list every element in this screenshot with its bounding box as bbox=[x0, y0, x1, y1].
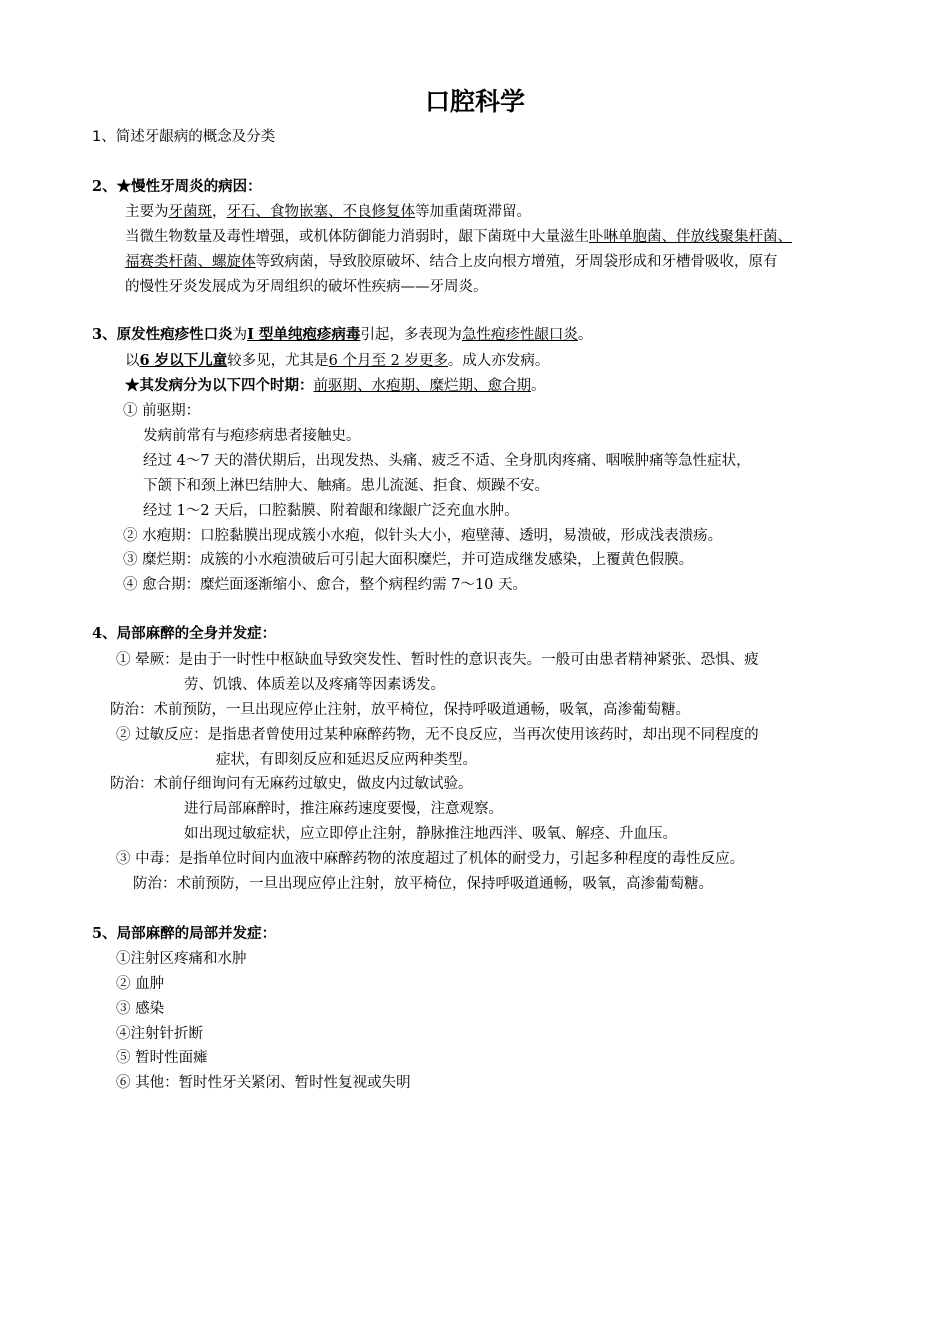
question-2-line-1 bbox=[125, 203, 531, 221]
list-item: ③ 感染 bbox=[116, 1001, 165, 1017]
text-span: 为 bbox=[232, 327, 248, 343]
list-item: ④注射针折断 bbox=[116, 1026, 203, 1042]
stage-prodromal-label: ① 前驱期： bbox=[123, 403, 201, 419]
question-1-text: 简述牙龈病的概念及分类 bbox=[115, 129, 276, 145]
allergy-line-2: 症状，有即刻反应和延迟反应两种类型。 bbox=[216, 752, 477, 768]
question-1 bbox=[92, 128, 275, 146]
stage-erosion: ③ 糜烂期：成簇的小水疱溃破后可引起大面积糜烂，并可造成继发感染，上覆黄色假膜。 bbox=[123, 552, 694, 568]
question-2-line-2 bbox=[125, 228, 792, 246]
bold-underlined-text: I 型单纯疱疹病毒 bbox=[247, 326, 361, 343]
bold-text: 3、原发性疱疹性口炎 bbox=[92, 326, 233, 343]
underlined-text: 福赛类杆菌、螺旋体 bbox=[125, 254, 256, 270]
underlined-text: 牙石、食物嵌塞、不良修复体 bbox=[226, 204, 415, 220]
syncope-prevention: 防治：术前预防，一旦出现应停止注射，放平椅位，保持呼吸道通畅，吸氧，高渗葡萄糖。 bbox=[110, 702, 690, 718]
page-title: 口腔科学 bbox=[424, 87, 525, 116]
text-span: 。成人亦发病。 bbox=[447, 353, 550, 369]
allergy-prevention-3: 如出现过敏症状，应立即停止注射，静脉推注地西泮、吸氧、解痉、升血压。 bbox=[184, 826, 677, 842]
syncope-line-2: 劳、饥饿、体质差以及疼痛等因素诱发。 bbox=[184, 677, 445, 693]
underlined-text: 急性疱疹性龈口炎 bbox=[461, 327, 578, 343]
text-span: 主要为 bbox=[125, 204, 169, 220]
stage-prodromal-line-2: 经过 4～7 天的潜伏期后，出现发热、头痛、疲乏不适、全身肌肉疼痛、咽喉肿痛等急性症状， bbox=[143, 453, 751, 469]
list-item: ①注射区疼痛和水肿 bbox=[116, 951, 247, 967]
question-3-line-1 bbox=[125, 352, 549, 370]
question-3-line-2 bbox=[125, 377, 546, 395]
text-span: 等加重菌斑滞留。 bbox=[415, 204, 531, 220]
underlined-text: 牙菌斑 bbox=[168, 204, 212, 220]
text-span: 。 bbox=[531, 378, 546, 394]
allergy-line-1: ② 过敏反应：是指患者曾使用过某种麻醉药物，无不良反应，当再次使用该药时，却出现不同程度的 bbox=[116, 727, 759, 743]
stage-vesicle: ② 水疱期：口腔黏膜出现成簇小水疱，似针头大小，疱壁薄、透明，易溃破，形成浅表溃疡。 bbox=[123, 528, 723, 544]
stage-prodromal-line-1: 发病前常有与疱疹病患者接触史。 bbox=[143, 428, 361, 444]
stage-prodromal-line-3: 下颌下和颈上淋巴结肿大、触痛。患儿流涎、拒食、烦躁不安。 bbox=[143, 478, 549, 494]
text-span: 以 bbox=[125, 353, 140, 369]
question-2-heading: 2、★慢性牙周炎的病因： bbox=[92, 178, 262, 195]
bold-underlined-text: 6 岁以下儿童 bbox=[139, 352, 228, 369]
list-item: ⑤ 暂时性面瘫 bbox=[116, 1050, 208, 1066]
text-span: 。 bbox=[577, 327, 593, 343]
question-4-heading: 4、局部麻醉的全身并发症： bbox=[92, 625, 277, 642]
toxicity-line-1: ③ 中毒：是指单位时间内血液中麻醉药物的浓度超过了机体的耐受力，引起多种程度的毒性反应。 bbox=[116, 851, 745, 867]
question-2-line-4: 的慢性牙炎发展成为牙周组织的破坏性疾病——牙周炎。 bbox=[125, 279, 488, 295]
list-item: ② 血肿 bbox=[116, 976, 165, 992]
text-span: 较多见，尤其是 bbox=[227, 353, 329, 369]
syncope-line-1: ① 晕厥：是由于一时性中枢缺血导致突发性、暂时性的意识丧失。一般可由患者精神紧张、恐惧、疲 bbox=[116, 652, 759, 668]
underlined-text: 前驱期、水疱期、糜烂期、愈合期 bbox=[313, 378, 531, 394]
stage-healing: ④ 愈合期：糜烂面逐渐缩小、愈合，整个病程约需 7～10 天。 bbox=[123, 577, 528, 593]
underlined-text: 卟啉单胞菌、伴放线聚集杆菌、 bbox=[589, 229, 792, 245]
question-3-heading bbox=[92, 326, 592, 344]
text-span: ， bbox=[212, 204, 227, 220]
question-2-line-3 bbox=[125, 253, 778, 271]
question-1-number: 1、 bbox=[92, 129, 116, 145]
text-span: 当微生物数量及毒性增强，或机体防御能力消弱时，龈下菌斑中大量滋生 bbox=[125, 229, 589, 245]
stage-prodromal-line-4: 经过 1～2 天后，口腔黏膜、附着龈和缘龈广泛充血水肿。 bbox=[143, 503, 519, 519]
underlined-text: 6 个月至 2 岁更多 bbox=[328, 353, 448, 369]
question-5-heading: 5、局部麻醉的局部并发症： bbox=[92, 925, 277, 942]
text-span: 等致病菌，导致胶原破坏、结合上皮向根方增殖，牙周袋形成和牙槽骨吸收，原有 bbox=[255, 254, 778, 270]
allergy-prevention-2: 进行局部麻醉时，推注麻药速度要慢，注意观察。 bbox=[184, 801, 503, 817]
allergy-prevention-1: 防治：术前仔细询问有无麻药过敏史，做皮内过敏试验。 bbox=[110, 776, 473, 792]
list-item: ⑥ 其他：暂时性牙关紧闭、暂时性复视或失明 bbox=[116, 1075, 411, 1091]
text-span: 引起，多表现为 bbox=[360, 327, 462, 343]
bold-text: ★其发病分为以下四个时期： bbox=[125, 377, 314, 394]
toxicity-prevention: 防治：术前预防，一旦出现应停止注射，放平椅位，保持呼吸道通畅，吸氧，高渗葡萄糖。 bbox=[133, 876, 713, 892]
